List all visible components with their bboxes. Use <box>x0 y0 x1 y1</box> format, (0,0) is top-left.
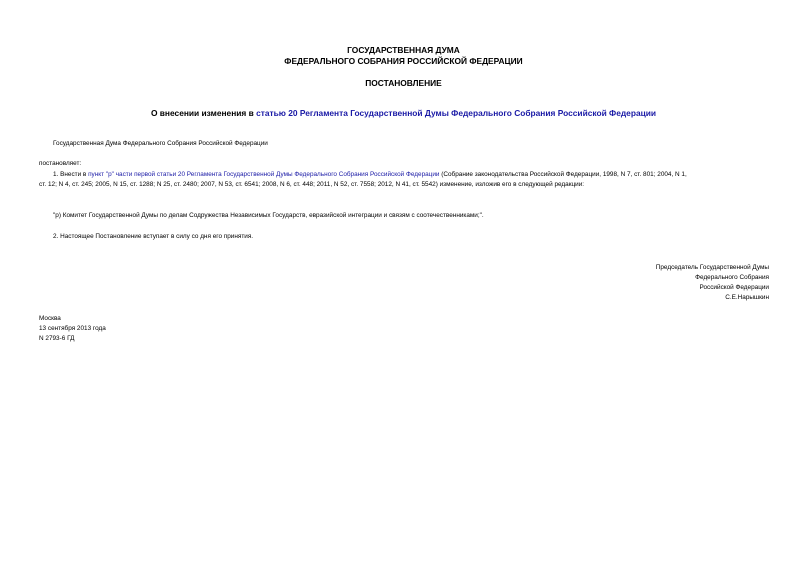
signature-title-line-1: Председатель Государственной Думы <box>655 264 769 271</box>
item-1-link[interactable]: пункт "р" части первой статьи 20 Регламента Государственной Думы Федерального Собрания Российской Федерации <box>88 171 440 178</box>
document-type: ПОСТАНОВЛЕНИЕ <box>365 78 442 88</box>
org-name-line-1: ГОСУДАРСТВЕННАЯ ДУМА <box>347 45 460 55</box>
issuer-text: Государственная Дума Федерального Собрания Российской Федерации <box>53 140 268 147</box>
item-1-prefix: 1. Внести в <box>53 171 89 178</box>
item-1-line-1 <box>53 170 687 180</box>
signature-title-line-3: Российской Федерации <box>699 284 769 291</box>
signature-title-line-2: Федерального Собрания <box>695 274 769 281</box>
title-article-link[interactable]: статью 20 Регламента Государственной Думы Федерального Собрания Российской Федерации <box>256 108 657 118</box>
title-prefix: О внесении изменения в <box>150 108 257 118</box>
item-2-text: 2. Настоящее Постановление вступает в силу со дня его принятия. <box>53 233 254 240</box>
footer-number: N 2793-6 ГД <box>39 335 75 342</box>
signature-name: С.Е.Нарышкин <box>725 294 769 301</box>
item-1-line-2: ст. 12; N 4, ст. 245; 2005, N 15, ст. 1288; N 25, ст. 2480; 2007, N 53, ст. 6541; 2008, N 6, ст. 448; 2011, N 52, ст. 7558; 2012, N 41, ст. 5542) изменение, изложив его в следующей редакции: <box>39 181 585 188</box>
document-title <box>0 108 807 119</box>
org-name-line-2: ФЕДЕРАЛЬНОГО СОБРАНИЯ РОССИЙСКОЙ ФЕДЕРАЦИИ <box>284 56 523 66</box>
footer-city: Москва <box>39 315 61 322</box>
footer-date: 13 сентября 2013 года <box>39 325 106 332</box>
item-1-rest: (Собрание законодательства Российской Федерации, 1998, N 7, ст. 801; 2004, N 1, <box>439 171 687 178</box>
amendment-quote: "р) Комитет Государственной Думы по делам Содружества Независимых Государств, евразийской интеграции и связям с соотечественниками;". <box>53 212 484 219</box>
resolves-text: постановляет: <box>39 160 82 167</box>
